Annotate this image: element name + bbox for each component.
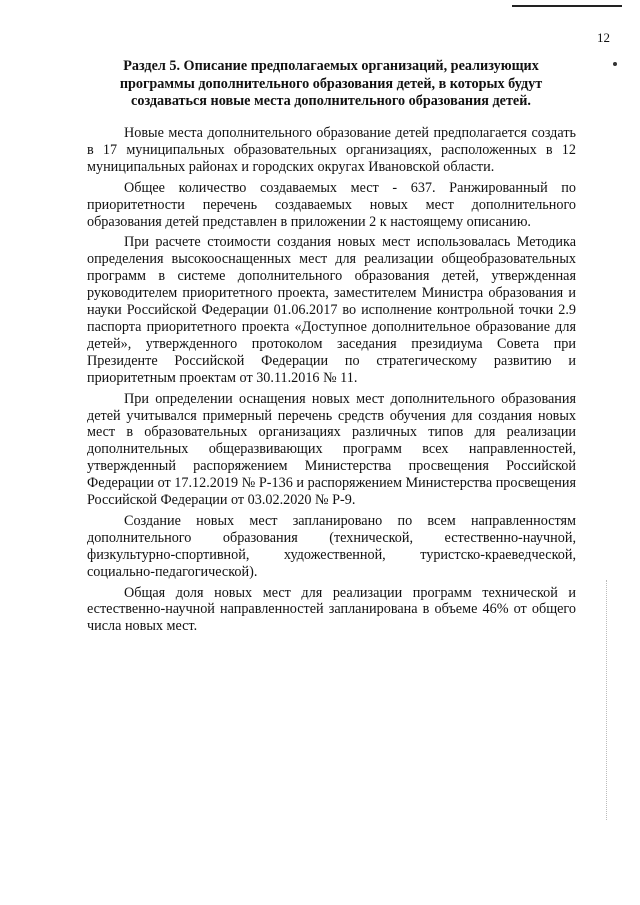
paragraph: Новые места дополнительного образование детей предполагается создать в 17 муниципальных образовательных организациях, расположенных в 12 муниципальных районах и городских округах Ивановской области. [87, 125, 576, 175]
document-body [87, 125, 576, 639]
paragraph: При определении оснащения новых мест дополнительного образования детей учитывался примерный перечень средств обучения для создания новых мест в образовательных организациях различных типов для реализации дополнительных общеразвивающих программ всех направленностей, утвержденный распоряжением Министерства просвещения Российской Федерации от 17.12.2019 № Р-136 и распоряжением Министерства просвещения Российской Федерации от 03.02.2020 № Р-9. [87, 390, 576, 509]
paragraph: Общая доля новых мест для реализации программ технической и естественно-научной направленностей запланирована в объеме 46% от общего числа новых мест. [87, 584, 576, 635]
paragraph: При расчете стоимости создания новых мест использовалась Методика определения высокооснащенных мест для реализации общеобразовательных программ в системе дополнительного образования детей, утвержденная руководителем приоритетного проекта, заместителем Министра образования и науки Российской Федерации 01.06.2017 во исполнение контрольной точки 2.9 паспорта приоритетного проекта «Доступное дополнительное образование для детей», утвержденного протоколом заседания президиума Совета при Президенте Российской Федерации по стратегическому развитию и приоритетным проектам от 30.11.2016 № 11. [87, 234, 576, 386]
paragraph: Общее количество создаваемых мест - 637. Ранжированный по приоритетности перечень создаваемых новых мест дополнительного образования детей представлен в приложении 2 к настоящему описанию. [87, 179, 576, 230]
scan-artifact [606, 580, 610, 820]
paragraph: Создание новых мест запланировано по всем направленностям дополнительного образования (технической, естественно-научной, физкультурно-спортивной, художественной, туристско-краеведческой, социально-педагогической). [87, 512, 576, 580]
scan-dot [613, 62, 617, 66]
top-rule [512, 5, 622, 7]
section-title: Раздел 5. Описание предполагаемых организаций, реализующих программы дополнительного образования детей, в которых будут создаваться новые места дополнительного образования детей. [119, 58, 543, 109]
page-number: 12 [597, 30, 610, 45]
